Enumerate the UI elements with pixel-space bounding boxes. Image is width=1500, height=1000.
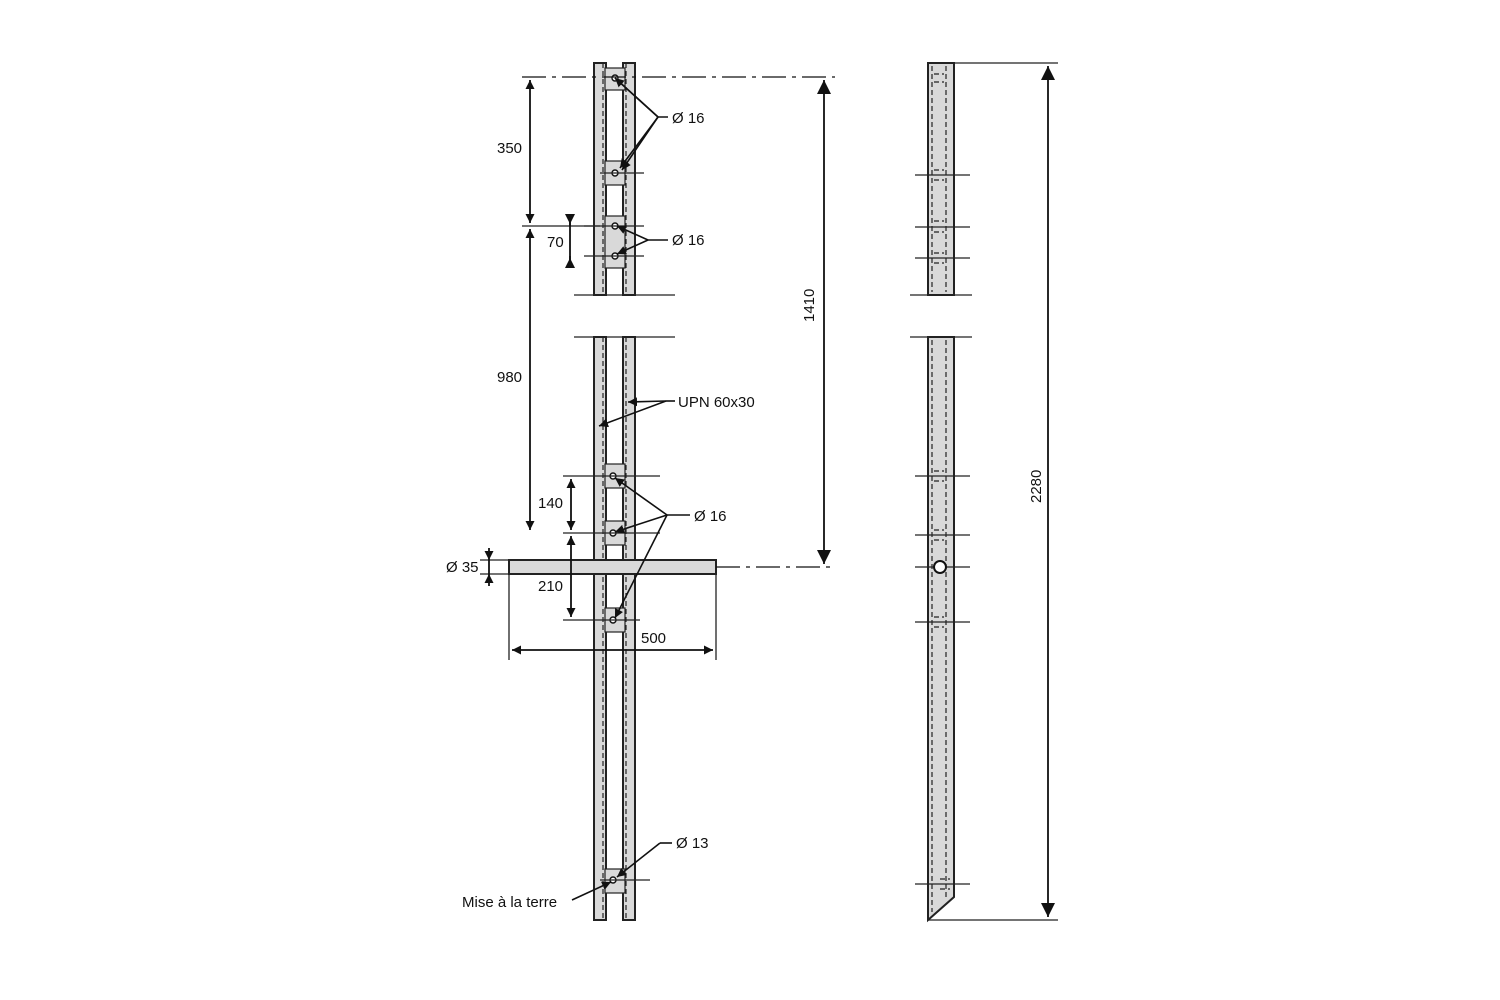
dim-980-label: 980 [497, 369, 523, 386]
dim-210-label: 210 [538, 578, 564, 595]
dim-70-label: 70 [547, 234, 564, 251]
dim-350-label: 350 [497, 140, 523, 157]
callout-holes-lower: Ø 16 [694, 508, 727, 525]
dim-500-label: 500 [641, 630, 667, 647]
callout-holes-pair: Ø 16 [672, 232, 705, 249]
dim-1410-label: 1410 [801, 288, 818, 322]
side-view [910, 63, 1058, 920]
side-tube-hole [934, 561, 946, 573]
front-view [446, 63, 835, 920]
channel-left-upper [594, 63, 606, 295]
dim-2280-label: 2280 [1028, 469, 1045, 503]
callout-ground-label: Mise à la terre [462, 894, 558, 911]
callout-profile: UPN 60x30 [678, 394, 755, 411]
tube-35 [509, 560, 716, 574]
callout-ground-hole: Ø 13 [676, 835, 709, 852]
callout-holes-top: Ø 16 [672, 110, 705, 127]
dim-tube-label: Ø 35 [446, 559, 479, 576]
dim-140-label: 140 [538, 495, 564, 512]
